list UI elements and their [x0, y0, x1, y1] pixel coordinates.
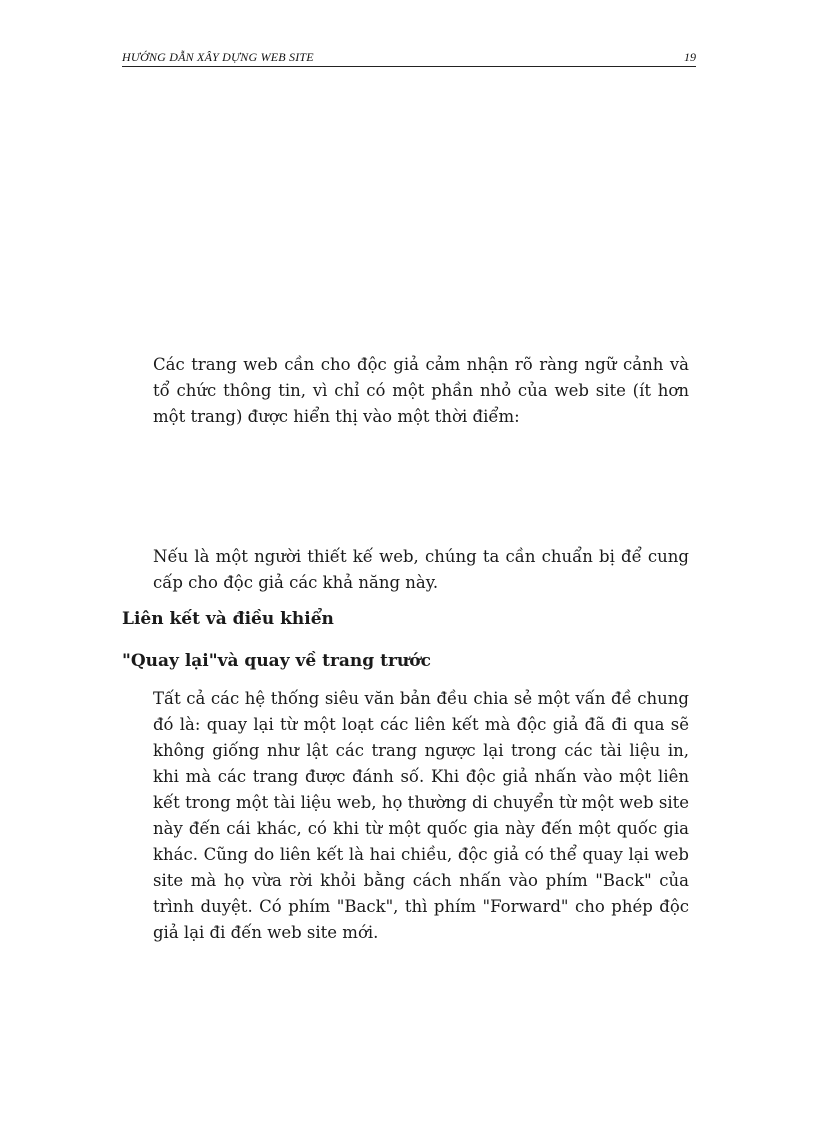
subsection-heading-back: "Quay lại"và quay về trang trước [122, 651, 431, 671]
paragraph-designer: Nếu là một người thiết kế web, chúng ta cần chuẩn bị để cung cấp cho độc giả các khả năng này. [153, 547, 689, 592]
running-header [122, 50, 696, 67]
header-title: HƯỚNG DẪN XÂY DỰNG WEB SITE [122, 50, 314, 64]
section-heading-links: Liên kết và điều khiển [122, 609, 334, 629]
paragraph-hypertext: Tất cả các hệ thống siêu văn bản đều chia sẻ một vấn đề chung đó là: quay lại từ một loạt các liên kết mà độc giả đã đi qua sẽ không giống như lật các trang ngược lại trong các tài liệu in, khi mà các trang được đánh số. Khi độc giả nhấn vào một liên kết trong một tài liệu web, họ thường di chuyển từ một web site này đến cái khác, có khi từ một quốc gia này đến một quốc gia khác. Cũng do liên kết là hai chiều, độc giả có thể quay lại web site mà họ vừa rời khỏi bằng cách nhấn vào phím "Back" của trình duyệt. Có phím "Back", thì phím "Forward" cho phép độc giả lại đi đến web site mới. [153, 689, 689, 942]
paragraph-context: Các trang web cần cho độc giả cảm nhận rõ ràng ngữ cảnh và tổ chức thông tin, vì chỉ có một phần nhỏ của web site (ít hơn một trang) được hiển thị vào một thời điểm: [153, 355, 689, 426]
page-number: 19 [684, 50, 696, 64]
